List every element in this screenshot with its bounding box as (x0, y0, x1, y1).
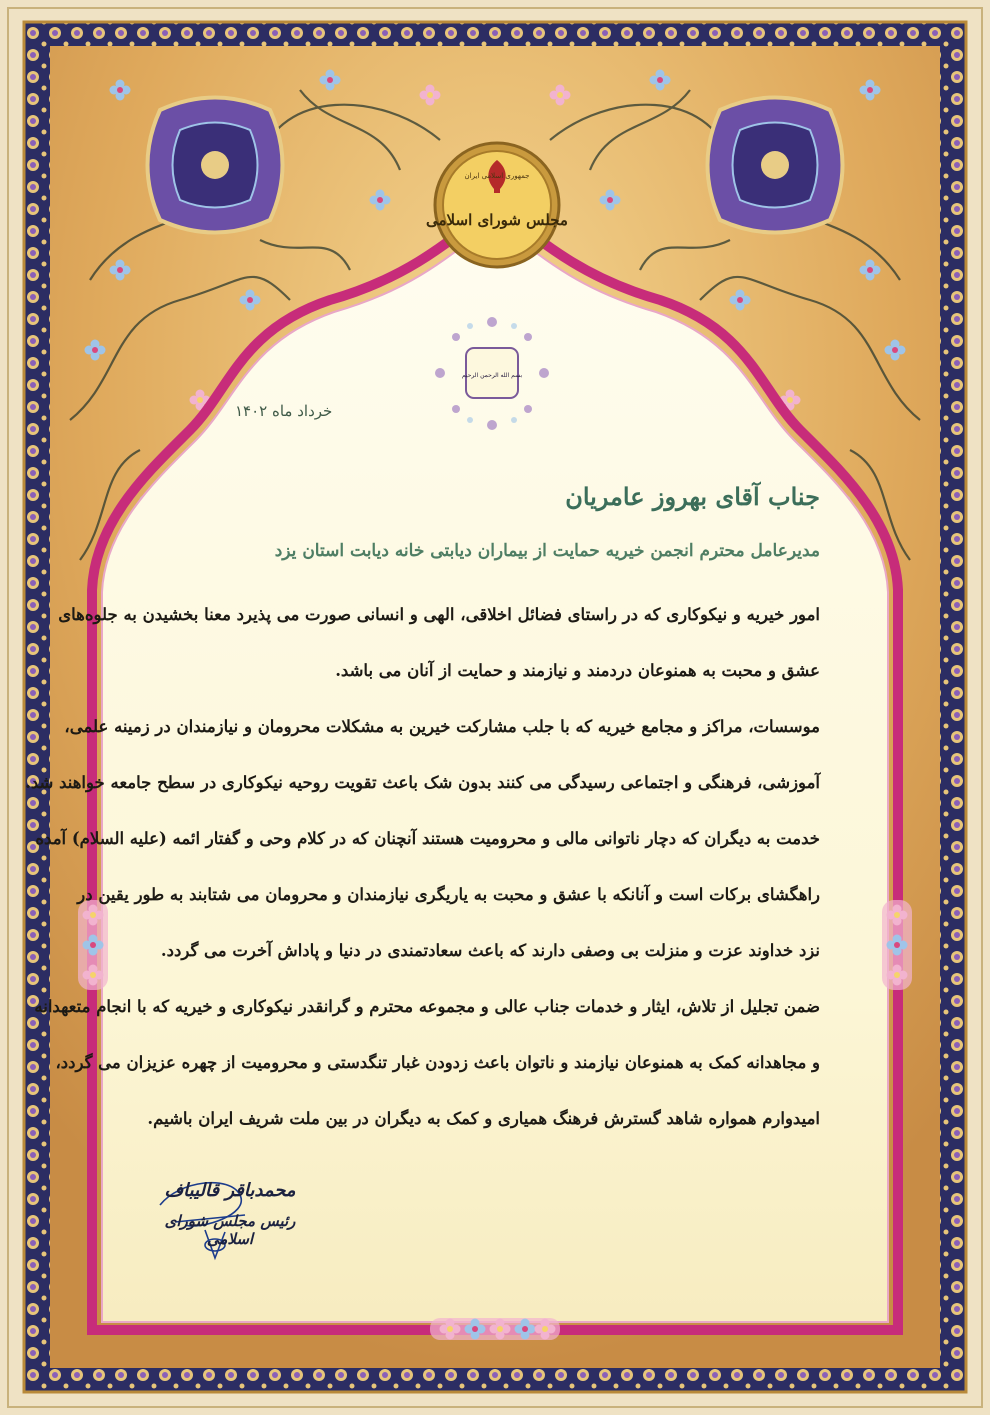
svg-text:بسم الله الرحمن الرحیم: بسم الله الرحمن الرحیم (461, 372, 523, 379)
body-line: و مجاهدانه کمک به همنوعان نیازمند و ناتوان باعث زدودن غبار تنگدستی و محرومیت از چهره عزیزان می گردد، (55, 1053, 820, 1072)
body-line: امور خیریه و نیکوکاری که در راستای فضائل اخلاقی، الهی و انسانی صورت می پذیرد معنا بخشیدن به جلوه‌های (58, 605, 820, 624)
body-line: ضمن تجلیل از تلاش، ایثار و خدمات جناب عالی و مجموعه محترم و گرانقدر نیکوکاری و خیریه که با انجام متعهدانه (34, 997, 820, 1016)
svg-text:مجلس شورای اسلامی: مجلس شورای اسلامی (426, 211, 568, 229)
svg-text:جمهوری اسلامی ایران: جمهوری اسلامی ایران (464, 172, 530, 180)
body-line: خدمت به دیگران که دچار ناتوانی مالی و محرومیت هستند آنچنان که در کلام وحی و گفتار ائمه (علیه السلام) آمده (35, 829, 820, 848)
body-line: نزد خداوند عزت و منزلت بی وصفی دارند که باعث سعادتمندی در دنیا و پاداش آخرت می گردد. (160, 941, 820, 960)
certificate-date: خرداد ماه ۱۴۰۲ (235, 402, 333, 420)
signatory-title: رئیس مجلس شورای اسلامی (164, 1212, 296, 1248)
body-line: راهگشای برکات است و آنانکه با عشق و محبت به یاریگری نیازمندان و محرومان می شتابند به طور یقین در (77, 885, 820, 904)
recipient-name: جناب آقای بهروز عامریان (565, 482, 820, 511)
recipient-position: مدیرعامل محترم انجمن خیریه حمایت از بیماران دیابتی خانه دیابت استان یزد (274, 541, 820, 561)
body-line: آموزشی، فرهنگی و اجتماعی رسیدگی می کنند بدون شک باعث تقویت روحیه نیکوکاری در سطح جامعه خواهند شد. (25, 773, 820, 792)
body-line: موسسات، مراکز و مجامع خیریه که با جلب مشارکت خیرین به مشکلات محرومان و نیازمندان در زمینه علمی، (64, 717, 820, 736)
body-line: عشق و محبت به همنوعان دردمند و نیازمند و حمایت از آنان می باشد. (335, 661, 820, 680)
body-line: امیدوارم همواره شاهد گسترش فرهنگ همیاری و کمک به دیگران در بین ملت شریف ایران باشیم. (147, 1109, 820, 1128)
signatory-name: محمدباقر قالیباف (164, 1180, 296, 1201)
